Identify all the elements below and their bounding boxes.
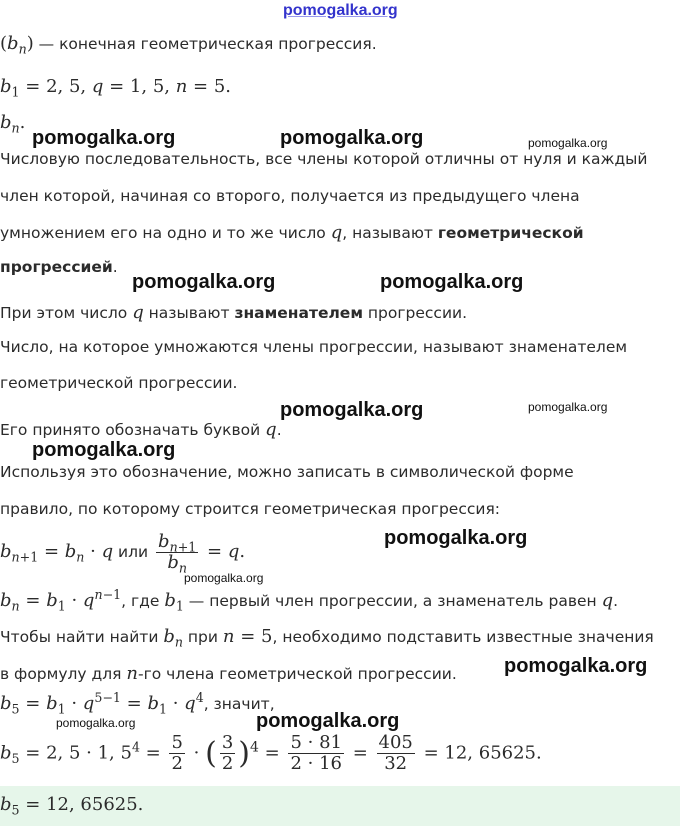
b5-formula: $b_5 = b_1 \cdot q^{5-1} = b_1 \cdot q^4$, значит, xyxy=(0,690,275,717)
watermark: pomogalka.org xyxy=(32,439,176,461)
ratio-line-1: Число, на которое умножаются члены прогрессии, называют знаменателем xyxy=(0,338,628,356)
definition-line-1: Числовую последовательность, все члены которой отличны от нуля и каждый xyxy=(0,150,648,168)
notation-line: Его принято обозначать буквой q. xyxy=(0,419,282,440)
watermark-top[interactable]: pomogalka.org xyxy=(283,2,398,19)
watermark: pomogalka.org xyxy=(256,710,400,732)
calculation: $b_5 = 2$, 5 · 1, $5^4$ = $\frac{5}{2}$ · ( $\frac{3}{2}$ )$^4$ = $\frac{5 \cdot 81}{2 \cdot 16}$ = $\frac{405}{32}$ = 12, 65625. xyxy=(0,732,542,774)
watermark: pomogalka.org xyxy=(280,127,424,149)
given-sequence-line: $(b_n)$ — конечная геометрическая прогрессия. xyxy=(0,33,377,57)
symbolic-line-2: правило, по которому строится геометрическая прогрессия: xyxy=(0,500,500,518)
watermark: pomogalka.org xyxy=(132,271,276,293)
sequence-symbol: $(b_n)$ xyxy=(0,33,34,57)
definition-line-3: умножением его на одно и то же число q, называют геометрической xyxy=(0,222,584,243)
find-target: $b_n$. xyxy=(0,112,26,136)
find-instruction: Чтобы найти найти $b_n$ при n = 5, необходимо подставить известные значения xyxy=(0,626,654,650)
watermark-small: pomogalka.org xyxy=(528,400,608,414)
definition-line-4: прогрессией. xyxy=(0,258,118,276)
symbolic-line-1: Используя это обозначение, можно записать в символической форме xyxy=(0,463,574,481)
watermark: pomogalka.org xyxy=(32,127,176,149)
watermark: pomogalka.org xyxy=(504,655,648,677)
formula-instruction: в формулу для n-го члена геометрической прогрессии. xyxy=(0,663,457,684)
watermark: pomogalka.org xyxy=(380,271,524,293)
ratio-definition: При этом число q называют знаменателем прогрессии. xyxy=(0,302,468,323)
given-values: $b_1 = 2$, 5, q = 1, 5, n = 5. xyxy=(0,76,232,100)
ratio-line-2: геометрической прогрессии. xyxy=(0,374,238,392)
watermark-small: pomogalka.org xyxy=(56,716,136,730)
watermark: pomogalka.org xyxy=(280,399,424,421)
watermark-small: pomogalka.org xyxy=(184,571,264,585)
recurrence-formula: $b_{n+1} = b_n \cdot q$ или $\frac{b_{n+1}}{b_n}$ = q. xyxy=(0,531,246,576)
watermark-small: pomogalka.org xyxy=(528,136,608,150)
definition-line-2: член которой, начиная со второго, получается из предыдущего члена xyxy=(0,187,580,205)
answer: $b_5 = 12$, 65625. xyxy=(0,794,144,818)
watermark: pomogalka.org xyxy=(384,527,528,549)
nth-term-formula: $b_n = b_1 \cdot q^{n-1}$, где $b_1$ — первый член прогрессии, а знаменатель равен q. xyxy=(0,587,619,614)
